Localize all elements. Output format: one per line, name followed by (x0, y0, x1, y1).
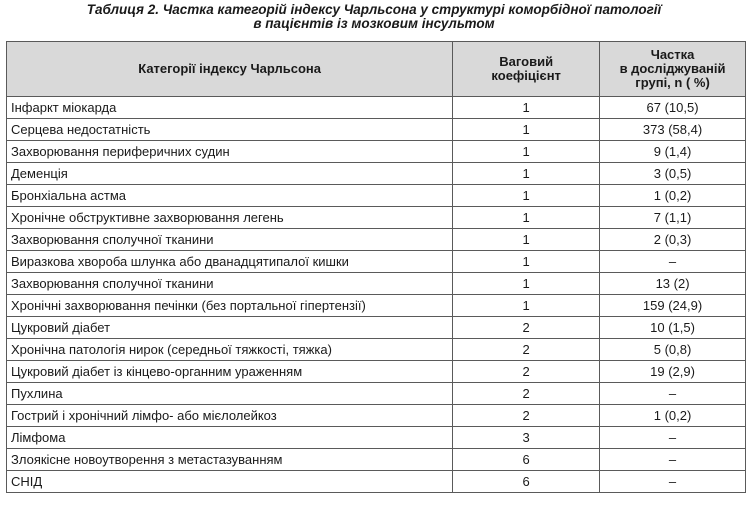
cell-weight: 1 (453, 141, 600, 163)
cell-weight: 1 (453, 273, 600, 295)
cell-weight: 1 (453, 119, 600, 141)
table-body (7, 97, 746, 493)
header-share (600, 42, 746, 97)
header-share-line-1: Частка (650, 47, 695, 62)
table-row (7, 97, 746, 119)
cell-category: Хронічні захворювання печінки (без портальної гіпертензії) (7, 295, 453, 317)
cell-category: Бронхіальна астма (7, 185, 453, 207)
cell-category: Захворювання сполучної тканини (7, 273, 453, 295)
cell-weight: 2 (453, 383, 600, 405)
table-row (7, 251, 746, 273)
cell-category: Злоякісне новоутворення з метастазуванням (7, 449, 453, 471)
cell-share: 7 (1,1) (600, 207, 746, 229)
table-row (7, 471, 746, 493)
cell-category: Цукровий діабет із кінцево-органним ураженням (7, 361, 453, 383)
table-row (7, 317, 746, 339)
cell-weight: 6 (453, 471, 600, 493)
cell-share: – (600, 449, 746, 471)
header-weight-line-1: Ваговий (499, 54, 554, 69)
table-row (7, 383, 746, 405)
table-row (7, 449, 746, 471)
cell-share: 10 (1,5) (600, 317, 746, 339)
cell-weight: 2 (453, 317, 600, 339)
cell-category: Лімфома (7, 427, 453, 449)
caption-line-2: в пацієнтів із мозковим інсультом (253, 16, 495, 31)
cell-weight: 1 (453, 229, 600, 251)
cell-category: Серцева недостатність (7, 119, 453, 141)
header-weight (453, 42, 600, 97)
cell-weight: 1 (453, 97, 600, 119)
cell-share: – (600, 383, 746, 405)
header-category-label: Категорії індексу Чарльсона (138, 61, 321, 76)
cell-share: 373 (58,4) (600, 119, 746, 141)
cell-category: Виразкова хвороба шлунка або дванадцятипалої кишки (7, 251, 453, 273)
cell-category: Захворювання сполучної тканини (7, 229, 453, 251)
table-row (7, 405, 746, 427)
header-weight-line-2: коефіцієнт (491, 68, 561, 83)
header-category (7, 42, 453, 97)
caption-line-1: Таблиця 2. Частка категорій індексу Чарльсона у структурі коморбідної патології (86, 2, 662, 17)
cell-share: – (600, 251, 746, 273)
cell-weight: 1 (453, 163, 600, 185)
table-row (7, 185, 746, 207)
table-row (7, 361, 746, 383)
cell-weight: 2 (453, 405, 600, 427)
cell-weight: 1 (453, 207, 600, 229)
cell-weight: 1 (453, 295, 600, 317)
table-row (7, 207, 746, 229)
cell-category: Інфаркт міокарда (7, 97, 453, 119)
cell-weight: 6 (453, 449, 600, 471)
cell-share: 1 (0,2) (600, 185, 746, 207)
table-header-row (7, 42, 746, 97)
cell-share: 2 (0,3) (600, 229, 746, 251)
cell-weight: 3 (453, 427, 600, 449)
cell-weight: 1 (453, 251, 600, 273)
cell-share: 5 (0,8) (600, 339, 746, 361)
cell-share: 3 (0,5) (600, 163, 746, 185)
cell-share: 9 (1,4) (600, 141, 746, 163)
table-caption (0, 0, 748, 33)
cell-category: Пухлина (7, 383, 453, 405)
cell-category: Цукровий діабет (7, 317, 453, 339)
cell-share: 13 (2) (600, 273, 746, 295)
cell-share: 19 (2,9) (600, 361, 746, 383)
cell-share: – (600, 471, 746, 493)
cell-category: Хронічне обструктивне захворювання легень (7, 207, 453, 229)
header-share-line-2: в досліджуваній (619, 61, 726, 76)
charlson-table (6, 41, 746, 493)
header-share-line-3: групі, n ( %) (635, 75, 710, 90)
cell-category: Захворювання периферичних судин (7, 141, 453, 163)
cell-share: 159 (24,9) (600, 295, 746, 317)
cell-category: Гострий і хронічний лімфо- або мієлолейкоз (7, 405, 453, 427)
table-row (7, 427, 746, 449)
cell-category: Деменція (7, 163, 453, 185)
cell-category: СНІД (7, 471, 453, 493)
cell-share: 67 (10,5) (600, 97, 746, 119)
table-row (7, 339, 746, 361)
cell-weight: 2 (453, 361, 600, 383)
table-row (7, 295, 746, 317)
cell-weight: 1 (453, 185, 600, 207)
cell-share: 1 (0,2) (600, 405, 746, 427)
table-row (7, 273, 746, 295)
cell-weight: 2 (453, 339, 600, 361)
table-row (7, 163, 746, 185)
cell-category: Хронічна патологія нирок (середньої тяжкості, тяжка) (7, 339, 453, 361)
table-row (7, 141, 746, 163)
cell-share: – (600, 427, 746, 449)
table-row (7, 229, 746, 251)
table-row (7, 119, 746, 141)
